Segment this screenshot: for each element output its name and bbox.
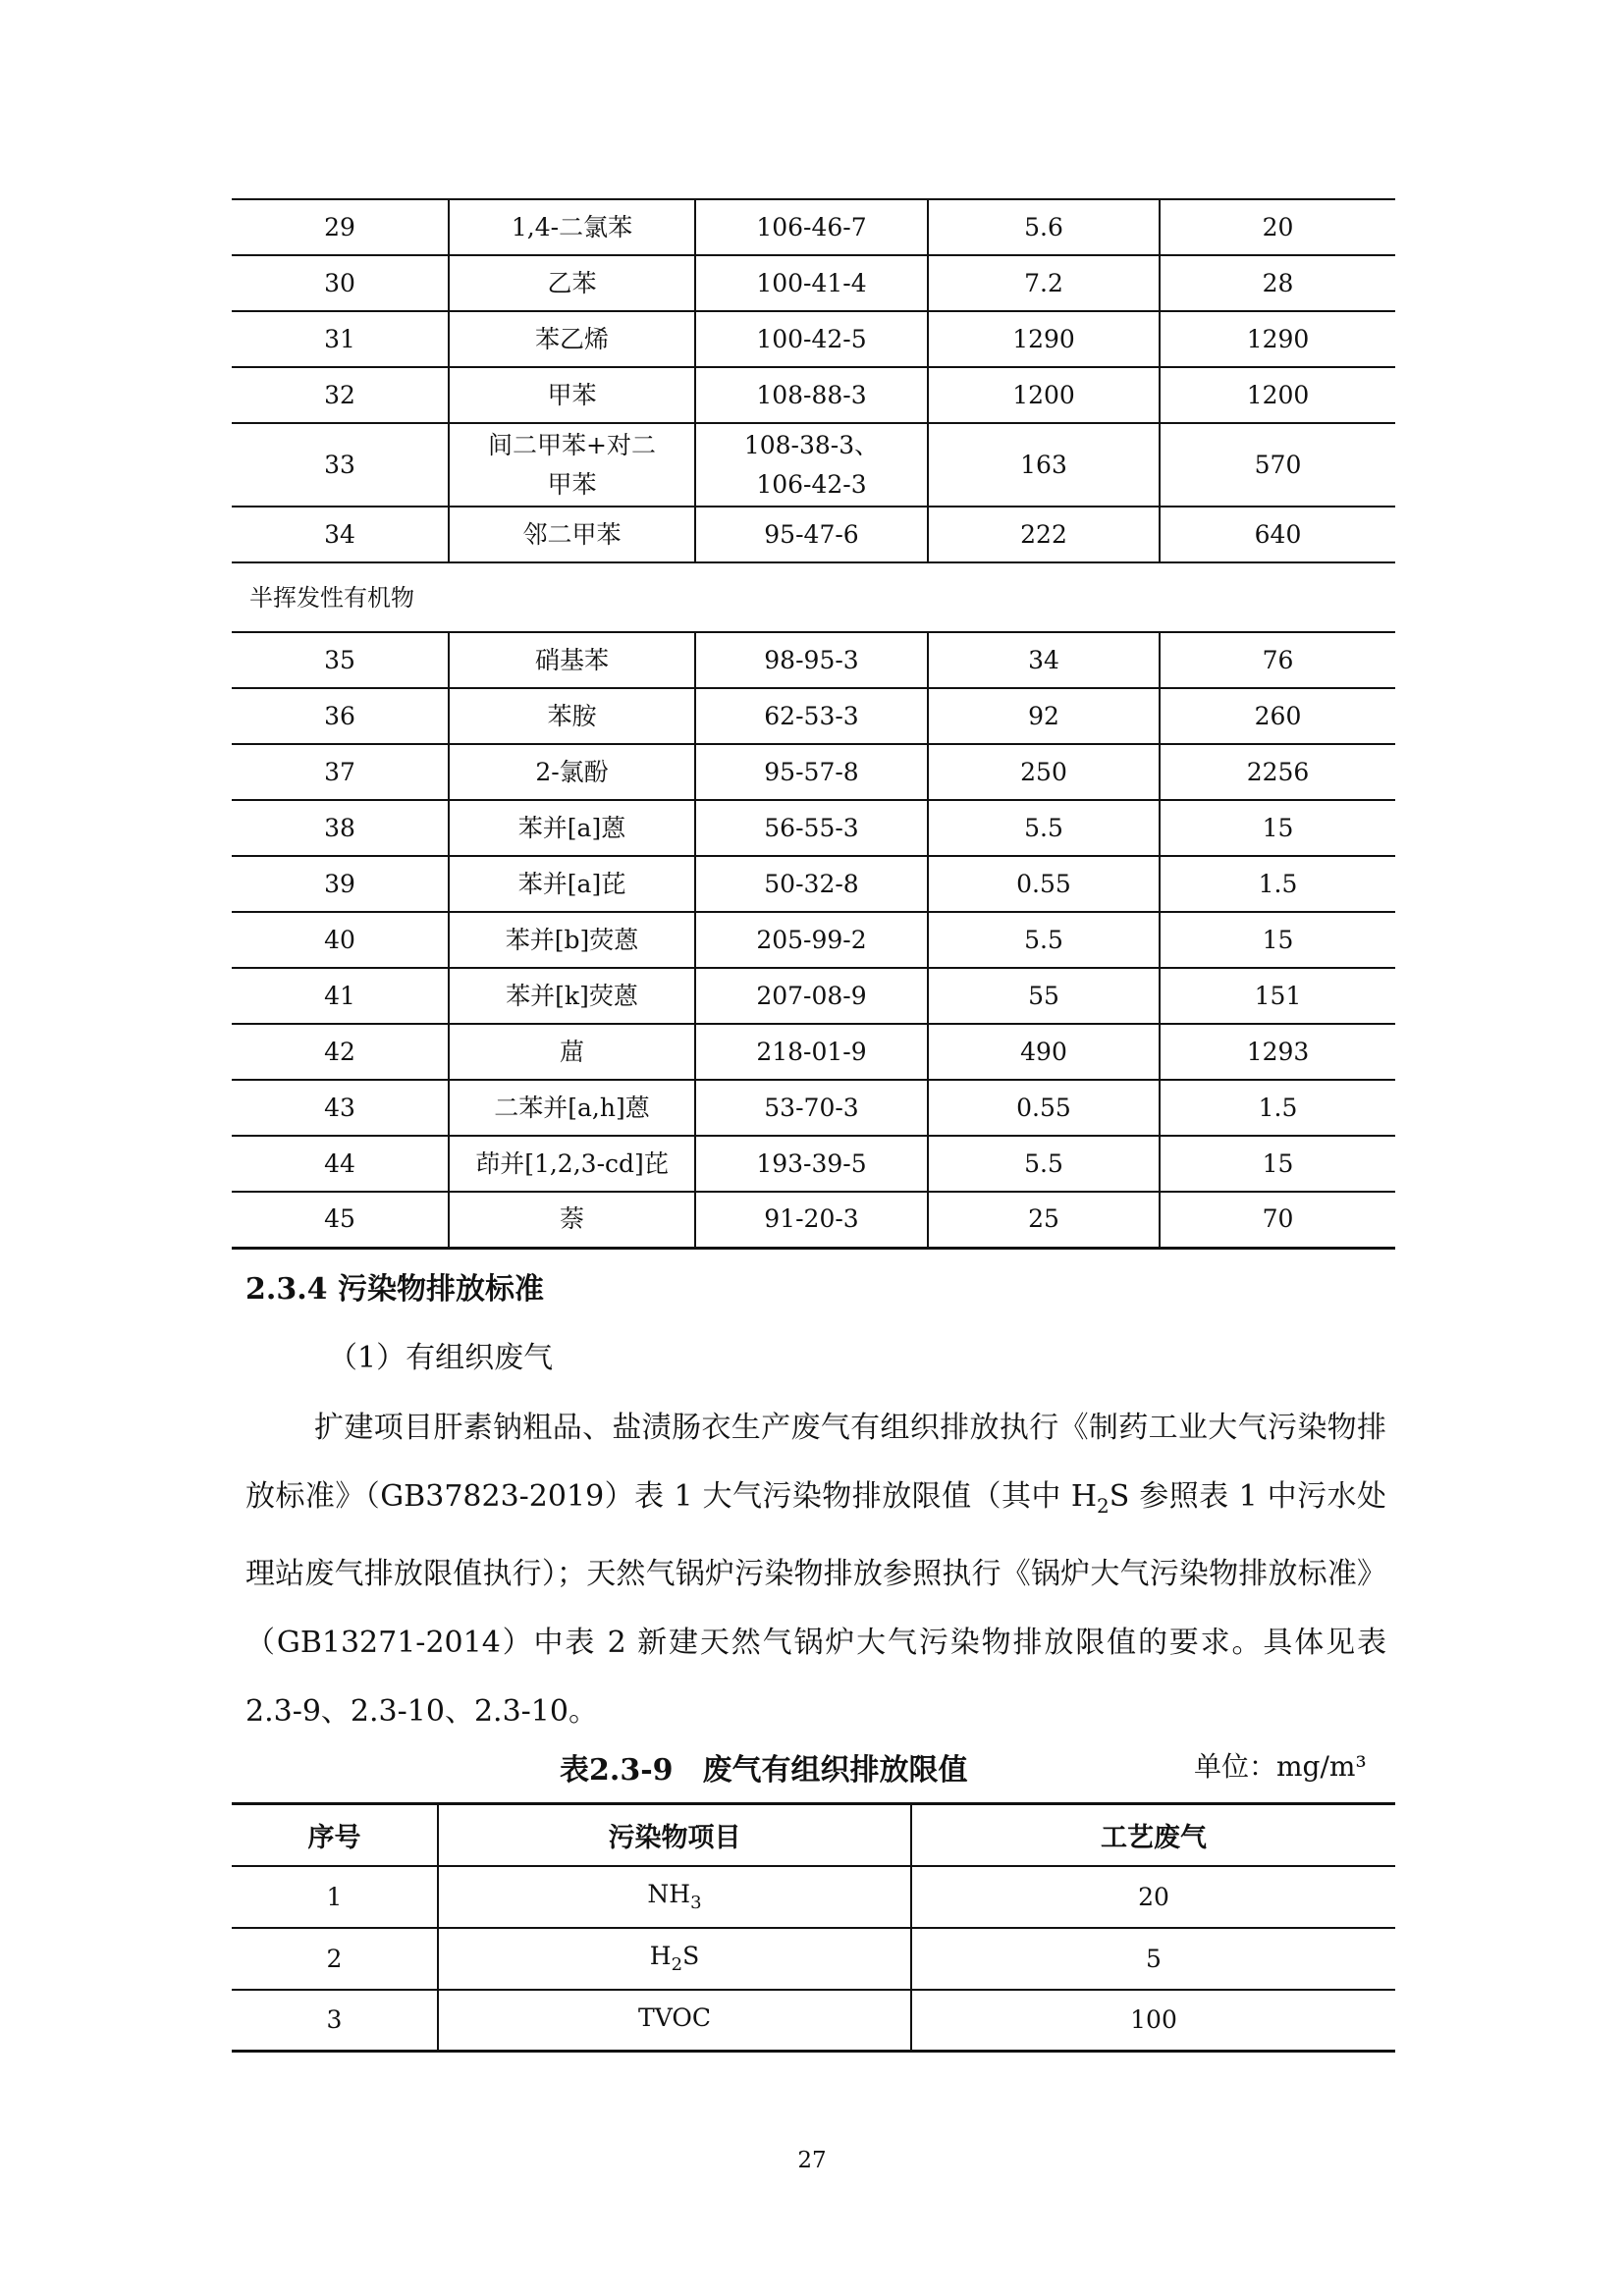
- table-row: [232, 255, 1395, 311]
- table-row: [232, 968, 1395, 1024]
- row-number: 44: [232, 1136, 449, 1192]
- pollutant-name: [449, 423, 695, 507]
- value-1: 55: [928, 968, 1160, 1024]
- table-row: [232, 1990, 1395, 2052]
- pollutant-name: 苯乙烯: [449, 311, 695, 367]
- pollutant-name: 甲苯: [449, 367, 695, 423]
- pollutant-name: 乙苯: [449, 255, 695, 311]
- subscript: 2: [1097, 1494, 1110, 1518]
- limit-value: 20: [911, 1866, 1395, 1928]
- row-number: 1: [232, 1866, 438, 1928]
- value-2: 2256: [1160, 744, 1395, 800]
- cas-number-line-2: 106-42-3: [756, 469, 867, 499]
- limit-value: 5: [911, 1928, 1395, 1990]
- cas-number: 95-57-8: [695, 744, 928, 800]
- group-label: 半挥发性有机物: [232, 562, 1395, 632]
- value-2: 15: [1160, 1136, 1395, 1192]
- row-number: 33: [232, 423, 449, 507]
- column-header: 污染物项目: [438, 1804, 911, 1866]
- value-2: 1200: [1160, 367, 1395, 423]
- value-2: 1293: [1160, 1024, 1395, 1080]
- pollutant-item: [438, 1990, 911, 2052]
- unit-label: 单位：mg/m³: [1194, 1750, 1367, 1783]
- cas-number: 106-46-7: [695, 199, 928, 255]
- table-row: [232, 800, 1395, 856]
- body-paragraph: [245, 1394, 1386, 1746]
- pollutant-name: 二苯并[a,h]蒽: [449, 1080, 695, 1136]
- page-number: 27: [797, 2148, 827, 2173]
- pollutant-item-text: TVOC: [638, 2002, 711, 2032]
- table-row: [232, 1080, 1395, 1136]
- row-number: 41: [232, 968, 449, 1024]
- table-row: [232, 423, 1395, 507]
- value-2: 15: [1160, 912, 1395, 968]
- row-number: 3: [232, 1990, 438, 2052]
- value-2: 76: [1160, 632, 1395, 688]
- value-2: 570: [1160, 423, 1395, 507]
- pollutant-name: 邻二甲苯: [449, 507, 695, 562]
- section-heading: 2.3.4 污染物排放标准: [245, 1272, 544, 1307]
- value-2: 1290: [1160, 311, 1395, 367]
- pollutant-name: 苯并[b]荧蒽: [449, 912, 695, 968]
- pollutant-item-text: H: [649, 1942, 672, 1970]
- cas-number: 50-32-8: [695, 856, 928, 912]
- value-2: 28: [1160, 255, 1395, 311]
- value-1: 490: [928, 1024, 1160, 1080]
- row-number: 40: [232, 912, 449, 968]
- pollutant-item-text: NH: [647, 1880, 691, 1908]
- table-row: [232, 632, 1395, 688]
- row-number: 34: [232, 507, 449, 562]
- table-row: [232, 856, 1395, 912]
- row-number: 38: [232, 800, 449, 856]
- value-2: 1.5: [1160, 856, 1395, 912]
- cas-number: 95-47-6: [695, 507, 928, 562]
- value-2: 260: [1160, 688, 1395, 744]
- pollutant-name: 萘: [449, 1192, 695, 1248]
- value-2: 20: [1160, 199, 1395, 255]
- row-number: 45: [232, 1192, 449, 1248]
- row-number: 32: [232, 367, 449, 423]
- value-1: 163: [928, 423, 1160, 507]
- table-row: [232, 912, 1395, 968]
- value-1: 92: [928, 688, 1160, 744]
- cas-number: 56-55-3: [695, 800, 928, 856]
- subheading: （1）有组织废气: [328, 1341, 554, 1375]
- value-2: 1.5: [1160, 1080, 1395, 1136]
- table-row: [232, 1192, 1395, 1248]
- value-1: 5.5: [928, 912, 1160, 968]
- value-1: 1200: [928, 367, 1160, 423]
- paragraph-text-part-1: 扩建项目肝素钠粗品、盐渍肠衣生产废气有组织排放执行《制药工业大气污染物排放标准》（GB37823-2019）表 1 大气污染物排放限值（其中 H: [245, 1411, 1386, 1514]
- emission-limit-table: [232, 1802, 1395, 2053]
- row-number: 2: [232, 1928, 438, 1990]
- value-2: 70: [1160, 1192, 1395, 1248]
- value-1: 1290: [928, 311, 1160, 367]
- pollutant-name: 硝基苯: [449, 632, 695, 688]
- row-number: 30: [232, 255, 449, 311]
- limit-value: 100: [911, 1990, 1395, 2052]
- row-number: 29: [232, 199, 449, 255]
- paragraph-text: [245, 1394, 1386, 1746]
- pollutant-item: [438, 1866, 911, 1928]
- value-1: 34: [928, 632, 1160, 688]
- table-row: [232, 507, 1395, 562]
- table-row: [232, 367, 1395, 423]
- value-2: 640: [1160, 507, 1395, 562]
- pollutant-name: 茚并[1,2,3-cd]芘: [449, 1136, 695, 1192]
- table-row: [232, 744, 1395, 800]
- subscript: 3: [690, 1893, 702, 1913]
- cas-number: 100-41-4: [695, 255, 928, 311]
- cas-number: 218-01-9: [695, 1024, 928, 1080]
- row-number: 36: [232, 688, 449, 744]
- row-number: 39: [232, 856, 449, 912]
- value-1: 0.55: [928, 856, 1160, 912]
- pollutant-name: 苯并[a]芘: [449, 856, 695, 912]
- value-1: 222: [928, 507, 1160, 562]
- cas-number-line-1: 108-38-3、: [743, 430, 880, 459]
- pollutant-name: 2-氯酚: [449, 744, 695, 800]
- value-1: 7.2: [928, 255, 1160, 311]
- cas-number: 108-88-3: [695, 367, 928, 423]
- table-row: [232, 1928, 1395, 1990]
- pollutant-name: 苯并[k]荧蒽: [449, 968, 695, 1024]
- group-row: [232, 562, 1395, 632]
- pollutant-item: [438, 1928, 911, 1990]
- pollutant-item-text-suffix: S: [682, 1942, 700, 1970]
- table-row: [232, 1866, 1395, 1928]
- value-1: 5.5: [928, 800, 1160, 856]
- row-number: 37: [232, 744, 449, 800]
- column-header: 序号: [232, 1804, 438, 1866]
- value-1: 25: [928, 1192, 1160, 1248]
- cas-number: 205-99-2: [695, 912, 928, 968]
- pollutant-name-line-1: 间二甲苯+对二: [488, 430, 656, 459]
- paragraph-text-part-2: S 参照表 1 中污水处理站废气排放限值执行）；天然气锅炉污染物排放参照执行《锅炉大气污染物排放标准》（GB13271-2014）中表 2 新建天然气锅炉大气污染物排放限值的要求。具体见表 2.3-9、2.3-10、2.3-10。: [245, 1479, 1386, 1729]
- table-row: [232, 311, 1395, 367]
- value-1: 5.5: [928, 1136, 1160, 1192]
- column-header: 工艺废气: [911, 1804, 1395, 1866]
- table-row: [232, 199, 1395, 255]
- cas-number: 62-53-3: [695, 688, 928, 744]
- table-row: [232, 1024, 1395, 1080]
- header-row: [232, 1804, 1395, 1866]
- row-number: 35: [232, 632, 449, 688]
- table-caption: 表2.3-9 废气有组织排放限值: [560, 1753, 968, 1788]
- cas-number: 193-39-5: [695, 1136, 928, 1192]
- pollutant-name: 1,4-二氯苯: [449, 199, 695, 255]
- cas-number: 98-95-3: [695, 632, 928, 688]
- cas-number: 53-70-3: [695, 1080, 928, 1136]
- row-number: 31: [232, 311, 449, 367]
- pollutant-name: 苯胺: [449, 688, 695, 744]
- cas-number: [695, 423, 928, 507]
- pollutant-name: 苯并[a]蒽: [449, 800, 695, 856]
- pollutant-name-line-2: 甲苯: [547, 469, 597, 499]
- value-1: 5.6: [928, 199, 1160, 255]
- value-2: 151: [1160, 968, 1395, 1024]
- pollutant-screening-table: [232, 198, 1395, 1250]
- table-row: [232, 688, 1395, 744]
- value-1: 250: [928, 744, 1160, 800]
- cas-number: 91-20-3: [695, 1192, 928, 1248]
- pollutant-name: 䓛: [449, 1024, 695, 1080]
- table-row: [232, 1136, 1395, 1192]
- row-number: 42: [232, 1024, 449, 1080]
- subscript: 2: [671, 1954, 683, 1975]
- value-1: 0.55: [928, 1080, 1160, 1136]
- cas-number: 100-42-5: [695, 311, 928, 367]
- row-number: 43: [232, 1080, 449, 1136]
- value-2: 15: [1160, 800, 1395, 856]
- cas-number: 207-08-9: [695, 968, 928, 1024]
